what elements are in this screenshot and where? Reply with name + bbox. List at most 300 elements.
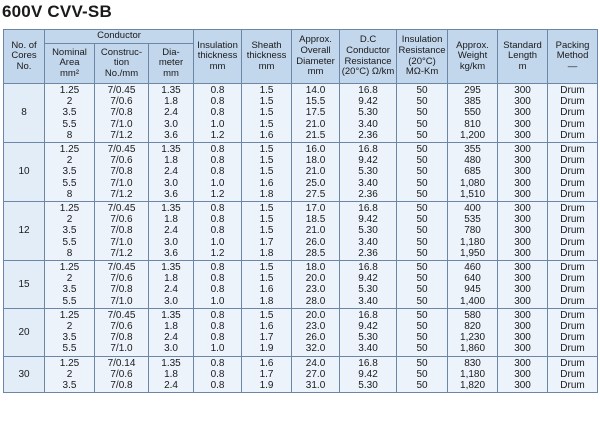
- value-overall: 17.0: [305, 203, 326, 215]
- table-row: [4, 143, 598, 202]
- value-weight: 1,230: [460, 332, 486, 344]
- header-line: Approx.: [299, 34, 332, 46]
- value-length: 300: [514, 225, 531, 237]
- value-construction: 7/0.45: [107, 85, 136, 96]
- value-resistance: 2.36: [358, 129, 378, 141]
- value-area: 2: [66, 96, 73, 108]
- value-construction: 7/0.8: [110, 225, 133, 237]
- value-weight: 1,950: [460, 247, 486, 259]
- header-line: kg/km: [459, 60, 486, 72]
- value-ins_res: 50: [416, 144, 428, 156]
- value-overall: 23.0: [305, 284, 326, 296]
- value-packing: Drum: [560, 203, 585, 215]
- value-resistance: 9.42: [358, 155, 378, 167]
- cell-overall: [292, 356, 340, 393]
- value-diameter: 1.8: [164, 273, 178, 285]
- cell-length: [498, 202, 548, 261]
- cell-diameter: [149, 356, 194, 393]
- value-ins_res: 50: [416, 236, 428, 248]
- value-weight: 1,080: [460, 177, 486, 189]
- value-ins_res: 50: [416, 96, 428, 108]
- value-construction: 7/0.8: [110, 107, 133, 119]
- value-diameter: 3.0: [164, 295, 178, 307]
- value-packing: Drum: [560, 309, 585, 321]
- value-overall: 16.0: [305, 144, 326, 156]
- value-length: 300: [514, 368, 531, 380]
- value-diameter: 1.35: [161, 357, 181, 369]
- value-diameter: 1.35: [161, 262, 181, 274]
- value-diameter: 2.4: [164, 284, 178, 296]
- value-overall: 27.0: [305, 368, 326, 380]
- cell-packing: [548, 356, 598, 393]
- value-area: 1.25: [59, 203, 80, 215]
- cell-ins_res: [397, 202, 448, 261]
- value-sheath: 1.8: [259, 247, 274, 259]
- value-diameter: 1.8: [164, 368, 178, 380]
- value-diameter: 1.8: [164, 155, 178, 167]
- cell-area: [45, 356, 95, 393]
- value-packing: Drum: [560, 225, 585, 237]
- value-weight: 780: [464, 225, 481, 237]
- value-ins_res: 50: [416, 321, 428, 333]
- value-area: 3.5: [62, 107, 77, 119]
- cell-weight: [448, 261, 498, 309]
- value-sheath: 1.7: [259, 368, 274, 380]
- cell-ins_res: [397, 308, 448, 356]
- value-length: 300: [514, 321, 531, 333]
- value-sheath: 1.5: [259, 262, 274, 274]
- value-length: 300: [514, 155, 531, 167]
- value-area: 5.5: [62, 343, 77, 355]
- value-sheath: 1.6: [259, 177, 274, 189]
- value-sheath: 1.8: [259, 188, 274, 200]
- cell-construction: [95, 356, 149, 393]
- value-diameter: 2.4: [164, 107, 178, 119]
- value-diameter: 3.0: [164, 236, 178, 248]
- value-area: 2: [66, 214, 73, 226]
- value-construction: 7/1.0: [110, 236, 133, 248]
- value-insulation: 0.8: [210, 309, 225, 321]
- cell-area: [45, 143, 95, 202]
- value-overall: 24.0: [305, 357, 326, 369]
- value-construction: 7/0.6: [110, 96, 133, 108]
- value-packing: Drum: [560, 321, 585, 333]
- cell-sheath: [242, 261, 292, 309]
- value-area: 5.5: [62, 236, 77, 248]
- value-weight: 1,860: [460, 343, 486, 355]
- header-line: Length: [508, 50, 538, 62]
- cores-cell: 10: [4, 143, 45, 202]
- cell-packing: [548, 261, 598, 309]
- header-line: Overall: [300, 44, 331, 56]
- header-line: Packing: [555, 39, 590, 51]
- value-overall: 18.0: [305, 155, 326, 167]
- value-sheath: 1.5: [259, 166, 274, 178]
- cell-length: [498, 261, 548, 309]
- value-insulation: 0.8: [210, 96, 225, 108]
- cell-packing: [548, 308, 598, 356]
- value-area: 3.5: [62, 166, 77, 178]
- table-row: [4, 202, 598, 261]
- header-line: Sheath: [251, 39, 282, 51]
- value-packing: Drum: [560, 236, 585, 248]
- value-length: 300: [514, 357, 531, 369]
- value-ins_res: 50: [416, 357, 428, 369]
- value-diameter: 3.6: [164, 129, 178, 141]
- value-construction: 7/1.2: [110, 247, 133, 259]
- header-diameter: [149, 44, 194, 84]
- cell-length: [498, 143, 548, 202]
- header-line: Resistance: [344, 55, 392, 67]
- value-packing: Drum: [560, 155, 585, 167]
- cell-sheath: [242, 143, 292, 202]
- header-line: m: [518, 60, 527, 72]
- value-length: 300: [514, 129, 531, 141]
- value-insulation: 1.0: [210, 343, 225, 355]
- cell-length: [498, 356, 548, 393]
- value-construction: 7/0.8: [110, 380, 133, 392]
- value-resistance: 9.42: [358, 321, 378, 333]
- header-insulation-thickness: [194, 30, 242, 84]
- value-packing: Drum: [560, 166, 585, 178]
- value-ins_res: 50: [416, 309, 428, 321]
- value-insulation: 0.8: [210, 321, 225, 333]
- value-length: 300: [514, 247, 531, 259]
- cell-area: [45, 84, 95, 143]
- value-diameter: 3.0: [164, 177, 178, 189]
- value-resistance: 5.30: [358, 107, 378, 119]
- value-construction: 7/0.45: [107, 309, 136, 321]
- value-insulation: 0.8: [210, 155, 225, 167]
- value-length: 300: [514, 332, 531, 344]
- value-construction: 7/1.0: [110, 295, 133, 307]
- table-row: [4, 84, 598, 143]
- value-insulation: 0.8: [210, 225, 225, 237]
- value-construction: 7/1.2: [110, 188, 133, 200]
- cell-area: [45, 202, 95, 261]
- value-diameter: 2.4: [164, 332, 178, 344]
- value-insulation: 0.8: [210, 144, 225, 156]
- value-overall: 18.0: [305, 262, 326, 274]
- cell-packing: [548, 202, 598, 261]
- value-overall: 26.0: [305, 332, 326, 344]
- cell-diameter: [149, 143, 194, 202]
- value-insulation: 1.0: [210, 295, 225, 307]
- value-area: 1.25: [59, 262, 80, 274]
- value-area: 8: [66, 247, 73, 259]
- value-packing: Drum: [560, 357, 585, 369]
- cell-weight: [448, 202, 498, 261]
- value-packing: Drum: [560, 247, 585, 259]
- value-weight: 830: [464, 357, 481, 369]
- value-length: 300: [514, 236, 531, 248]
- value-overall: 25.0: [305, 177, 326, 189]
- value-sheath: 1.6: [259, 321, 274, 333]
- header-line: (20°C): [408, 55, 436, 67]
- value-length: 300: [514, 273, 531, 285]
- table-row: [4, 308, 598, 356]
- header-line: No./mm: [104, 67, 139, 79]
- value-diameter: 2.4: [164, 380, 178, 392]
- value-construction: 7/0.6: [110, 321, 133, 333]
- cell-overall: [292, 308, 340, 356]
- value-resistance: 3.40: [358, 343, 378, 355]
- value-packing: Drum: [560, 85, 585, 96]
- value-area: 2: [66, 273, 73, 285]
- value-packing: Drum: [560, 96, 585, 108]
- value-resistance: 5.30: [358, 166, 378, 178]
- value-weight: 550: [464, 107, 481, 119]
- value-packing: Drum: [560, 214, 585, 226]
- value-area: 3.5: [62, 284, 77, 296]
- cell-area: [45, 308, 95, 356]
- value-sheath: 1.5: [259, 309, 274, 321]
- value-sheath: 1.5: [259, 85, 274, 96]
- value-insulation: 0.8: [210, 368, 225, 380]
- value-ins_res: 50: [416, 166, 428, 178]
- value-resistance: 3.40: [358, 295, 378, 307]
- value-weight: 535: [464, 214, 481, 226]
- header-nominal-area: [45, 44, 95, 84]
- value-construction: 7/0.6: [110, 214, 133, 226]
- value-resistance: 9.42: [358, 214, 378, 226]
- value-resistance: 3.40: [358, 177, 378, 189]
- header-line: Insulation: [401, 34, 443, 46]
- value-ins_res: 50: [416, 332, 428, 344]
- header-standard-length: [498, 30, 548, 84]
- value-sheath: 1.5: [259, 203, 274, 215]
- value-sheath: 1.7: [259, 332, 274, 344]
- value-packing: Drum: [560, 380, 585, 392]
- value-sheath: 1.9: [259, 343, 274, 355]
- value-ins_res: 50: [416, 214, 428, 226]
- value-area: 3.5: [62, 332, 77, 344]
- value-length: 300: [514, 343, 531, 355]
- header-line: MΩ-Km: [405, 66, 439, 78]
- value-packing: Drum: [560, 368, 585, 380]
- cell-construction: [95, 84, 149, 143]
- header-sheath-thickness: [242, 30, 292, 84]
- value-resistance: 2.36: [358, 188, 378, 200]
- value-construction: 7/1.0: [110, 177, 133, 189]
- value-area: 5.5: [62, 177, 77, 189]
- value-weight: 580: [464, 309, 481, 321]
- cell-resistance: [340, 84, 397, 143]
- value-insulation: 0.8: [210, 273, 225, 285]
- value-construction: 7/0.8: [110, 166, 133, 178]
- value-ins_res: 50: [416, 284, 428, 296]
- header-line: (20°C) Ω/km: [341, 66, 395, 78]
- value-area: 5.5: [62, 295, 77, 307]
- value-sheath: 1.5: [259, 155, 274, 167]
- value-overall: 17.5: [305, 107, 326, 119]
- header-dc-resistance: [340, 30, 397, 84]
- value-ins_res: 50: [416, 155, 428, 167]
- value-weight: 400: [464, 203, 481, 215]
- value-diameter: 3.0: [164, 343, 178, 355]
- value-sheath: 1.5: [259, 107, 274, 119]
- value-diameter: 1.35: [161, 309, 181, 321]
- value-construction: 7/0.45: [107, 203, 136, 215]
- value-weight: 1,510: [460, 188, 486, 200]
- value-overall: 21.5: [305, 129, 326, 141]
- value-construction: 7/0.14: [107, 357, 136, 369]
- cell-packing: [548, 143, 598, 202]
- header-line: Cores: [11, 50, 37, 62]
- value-resistance: 16.8: [358, 85, 378, 96]
- value-packing: Drum: [560, 188, 585, 200]
- header-line: mm: [163, 67, 179, 79]
- value-sheath: 1.5: [259, 144, 274, 156]
- header-line: thickness: [197, 50, 238, 62]
- value-resistance: 16.8: [358, 144, 378, 156]
- value-overall: 21.0: [305, 225, 326, 237]
- value-resistance: 9.42: [358, 273, 378, 285]
- value-packing: Drum: [560, 262, 585, 274]
- cores-cell: 15: [4, 261, 45, 309]
- value-sheath: 1.6: [259, 129, 274, 141]
- value-sheath: 1.9: [259, 380, 274, 392]
- value-length: 300: [514, 107, 531, 119]
- value-weight: 355: [464, 144, 481, 156]
- value-packing: Drum: [560, 129, 585, 141]
- value-construction: 7/0.8: [110, 284, 133, 296]
- cell-construction: [95, 308, 149, 356]
- header-line: Approx.: [456, 39, 489, 51]
- value-length: 300: [514, 284, 531, 296]
- value-area: 3.5: [62, 225, 77, 237]
- value-length: 300: [514, 262, 531, 274]
- value-length: 300: [514, 380, 531, 392]
- value-overall: 18.5: [305, 214, 326, 226]
- value-insulation: 0.8: [210, 166, 225, 178]
- value-weight: 1,180: [460, 236, 486, 248]
- value-insulation: 0.8: [210, 284, 225, 296]
- value-resistance: 9.42: [358, 96, 378, 108]
- cell-resistance: [340, 308, 397, 356]
- value-sheath: 1.6: [259, 357, 274, 369]
- value-length: 300: [514, 309, 531, 321]
- value-construction: 7/0.8: [110, 332, 133, 344]
- value-weight: 640: [464, 273, 481, 285]
- cell-ins_res: [397, 143, 448, 202]
- value-construction: 7/0.6: [110, 273, 133, 285]
- value-packing: Drum: [560, 295, 585, 307]
- value-resistance: 16.8: [358, 262, 378, 274]
- cell-diameter: [149, 202, 194, 261]
- value-ins_res: 50: [416, 380, 428, 392]
- value-construction: 7/0.45: [107, 144, 136, 156]
- value-insulation: 0.8: [210, 214, 225, 226]
- cell-weight: [448, 84, 498, 143]
- value-weight: 1,820: [460, 380, 486, 392]
- cell-weight: [448, 143, 498, 202]
- cell-ins_res: [397, 356, 448, 393]
- header-line: —: [567, 60, 578, 72]
- value-insulation: 0.8: [210, 380, 225, 392]
- value-diameter: 1.8: [164, 96, 178, 108]
- header-insulation-resistance: [397, 30, 448, 84]
- value-packing: Drum: [560, 332, 585, 344]
- value-length: 300: [514, 166, 531, 178]
- page-title: 600V CVV-SB: [2, 2, 112, 21]
- value-sheath: 1.5: [259, 273, 274, 285]
- value-sheath: 1.5: [259, 118, 274, 130]
- header-construction: [95, 44, 149, 84]
- header-line: tion: [113, 57, 130, 69]
- value-length: 300: [514, 203, 531, 215]
- value-resistance: 9.42: [358, 368, 378, 380]
- value-resistance: 5.30: [358, 284, 378, 296]
- value-length: 300: [514, 118, 531, 130]
- value-resistance: 3.40: [358, 118, 378, 130]
- value-packing: Drum: [560, 273, 585, 285]
- cell-resistance: [340, 261, 397, 309]
- cell-overall: [292, 261, 340, 309]
- cell-diameter: [149, 261, 194, 309]
- value-weight: 480: [464, 155, 481, 167]
- cell-resistance: [340, 356, 397, 393]
- value-area: 3.5: [62, 380, 77, 392]
- value-packing: Drum: [560, 343, 585, 355]
- header-line: meter: [158, 57, 184, 69]
- header-line: Nominal: [52, 46, 87, 58]
- cell-sheath: [242, 356, 292, 393]
- header-line: Resistance: [398, 44, 446, 56]
- value-weight: 460: [464, 262, 481, 274]
- value-area: 2: [66, 368, 73, 380]
- value-overall: 14.0: [305, 85, 326, 96]
- value-overall: 15.5: [305, 96, 326, 108]
- value-insulation: 0.8: [210, 332, 225, 344]
- value-ins_res: 50: [416, 247, 428, 259]
- value-diameter: 2.4: [164, 225, 178, 237]
- cell-overall: [292, 143, 340, 202]
- value-ins_res: 50: [416, 295, 428, 307]
- header-line: Area: [59, 57, 80, 69]
- value-resistance: 5.30: [358, 380, 378, 392]
- value-overall: 23.0: [305, 321, 326, 333]
- value-overall: 31.0: [305, 380, 326, 392]
- value-diameter: 1.8: [164, 214, 178, 226]
- cell-ins_res: [397, 84, 448, 143]
- header-line: Method: [556, 50, 589, 62]
- value-packing: Drum: [560, 177, 585, 189]
- header-line: Standard: [503, 39, 542, 51]
- value-construction: 7/0.6: [110, 368, 133, 380]
- value-resistance: 5.30: [358, 332, 378, 344]
- cell-sheath: [242, 84, 292, 143]
- header-line: D.C: [359, 34, 377, 46]
- cores-cell: 20: [4, 308, 45, 356]
- value-insulation: 0.8: [210, 107, 225, 119]
- value-area: 2: [66, 155, 73, 167]
- cell-diameter: [149, 308, 194, 356]
- value-weight: 385: [464, 96, 481, 108]
- value-ins_res: 50: [416, 118, 428, 130]
- value-ins_res: 50: [416, 203, 428, 215]
- value-overall: 32.0: [305, 343, 326, 355]
- value-packing: Drum: [560, 144, 585, 156]
- cell-length: [498, 84, 548, 143]
- value-overall: 20.0: [305, 273, 326, 285]
- value-diameter: 1.35: [161, 144, 181, 156]
- cell-insulation: [194, 308, 242, 356]
- header-line: Dia-: [162, 46, 180, 58]
- cell-diameter: [149, 84, 194, 143]
- cell-area: [45, 261, 95, 309]
- cell-sheath: [242, 308, 292, 356]
